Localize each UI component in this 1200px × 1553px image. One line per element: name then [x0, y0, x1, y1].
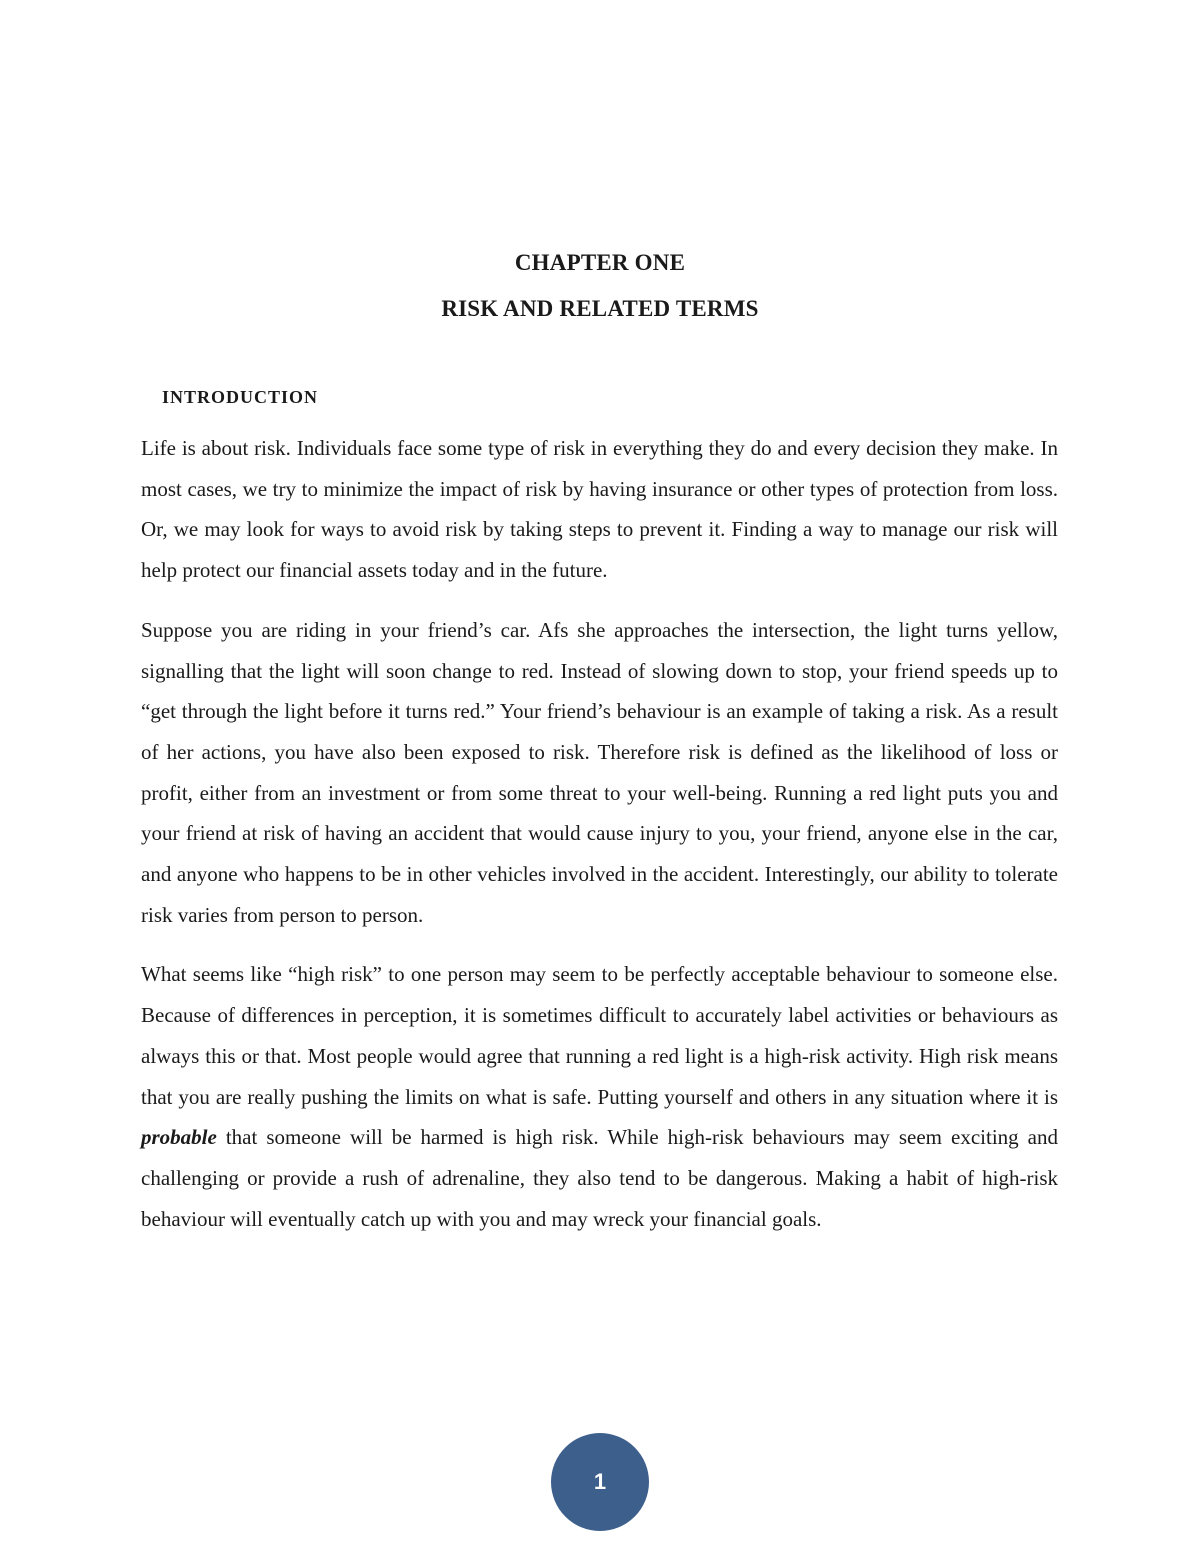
page-number: 1 [593, 1469, 607, 1494]
paragraph-3-part-2: that someone will be harmed is high risk. While high-risk behaviours may seem exciting and challenging or provide a rush of adrenaline, they also tend to be dangerous. Making a habit of high-risk behaviour will eventually catch up with you and may wreck your financial goals. [141, 1125, 1058, 1231]
paragraph-1: Life is about risk. Individuals face some type of risk in everything they do and every decision they make. In most cases, we try to minimize the impact of risk by having insurance or other types of protection from loss. Or, we may look for ways to avoid risk by taking steps to prevent it. Finding a way to manage our risk will help protect our financial assets today and in the future. [141, 436, 1058, 583]
paragraph-2: Suppose you are riding in your friend’s car. Afs she approaches the intersection, the light turns yellow, signalling that the light will soon change to red. Instead of slowing down to stop, your friend speeds up to “get through the light before it turns red.” Your friend’s behaviour is an example of taking a risk. As a result of her actions, you have also been exposed to risk. Therefore risk is defined as the likelihood of loss or profit, either from an investment or from some threat to your well-being. Running a red light puts you and your friend at risk of having an accident that would cause injury to you, your friend, anyone else in the car, and anyone who happens to be in other vehicles involved in the accident. Interestingly, our ability to tolerate risk varies from person to person. [141, 617, 1058, 927]
paragraph-3-part-1: What seems like “high risk” to one person may seem to be perfectly acceptable behaviour to someone else. Because of differences in perception, it is sometimes difficult to accurately label activities or behaviours as always this or that. Most people would agree that running a red light is a high-risk activity. High risk means that you are really pushing the limits on what is safe. Putting yourself and others in any situation where it is [141, 962, 1058, 1109]
emphasized-word-probable: probable [141, 1125, 217, 1150]
page-number-badge [551, 1433, 649, 1531]
chapter-subtitle: RISK AND RELATED TERMS [441, 296, 759, 321]
chapter-heading [0, 240, 1200, 332]
section-heading-introduction: INTRODUCTION [162, 387, 319, 407]
body-text [141, 428, 1058, 1258]
chapter-title: CHAPTER ONE [514, 250, 686, 275]
paragraph-3 [141, 954, 1058, 1239]
